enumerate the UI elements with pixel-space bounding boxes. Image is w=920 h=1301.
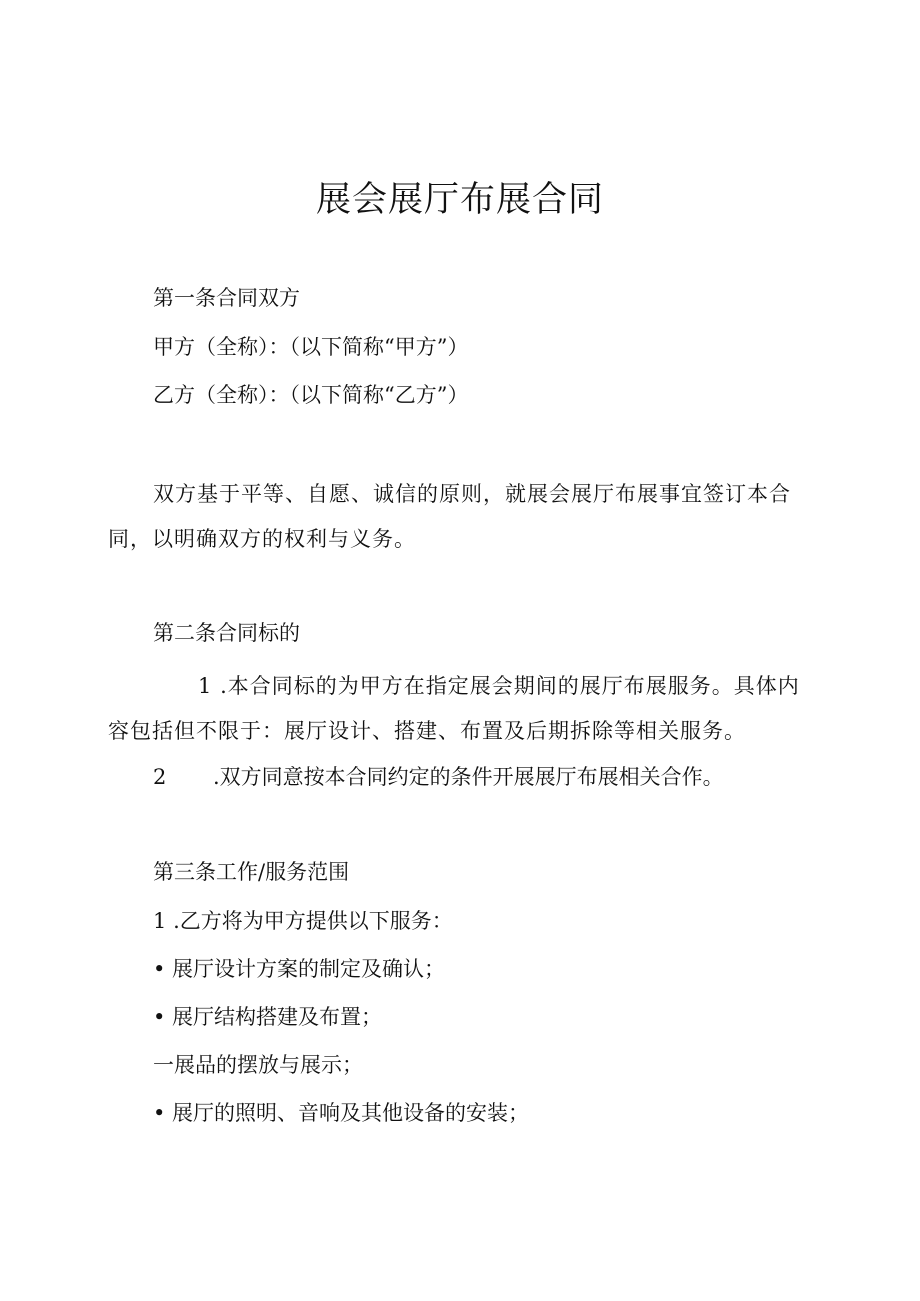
article2-item2	[153, 762, 724, 792]
article2-item2-number: 2	[153, 765, 167, 789]
party-a-line: 甲方（全称）：（以下简称“甲方”）	[153, 335, 469, 359]
service-bullet: • 展厅的照明、音响及其他设备的安装；	[153, 1101, 530, 1125]
service-bullet: • 展厅结构搭建及布置；	[153, 1005, 383, 1029]
article3-item1-text: .乙方将为甲方提供以下服务：	[173, 909, 453, 933]
article2-heading: 第二条合同标的	[153, 621, 300, 645]
article3-item1	[153, 906, 453, 936]
article3-item1-number: 1	[153, 909, 167, 933]
article2-item1-text: .本合同标的为甲方在指定展会期间的展厅布展服务。具体内容包括但不限于：展厅设计、搭建、布置及后期拆除等相关服务。	[108, 674, 800, 743]
article2-item2-text: .双方同意按本合同约定的条件开展展厅布展相关合作。	[213, 765, 724, 789]
document-title: 展会展厅布展合同	[315, 180, 604, 220]
service-bullet: • 展厅设计方案的制定及确认；	[153, 957, 446, 981]
article2-item1-number: 1	[198, 674, 213, 698]
party-b-line: 乙方（全称）：（以下简称“乙方”）	[153, 383, 469, 407]
article3-heading: 第三条工作/服务范围	[153, 860, 350, 884]
intro-paragraph: 双方基于平等、自愿、诚信的原则，就展会展厅布展事宜签订本合同，以明确双方的权利与义务。	[108, 482, 791, 551]
service-bullet: 一展品的摆放与展示；	[153, 1053, 363, 1077]
article1-heading: 第一条合同双方	[153, 286, 300, 310]
article2-item1	[108, 664, 808, 754]
